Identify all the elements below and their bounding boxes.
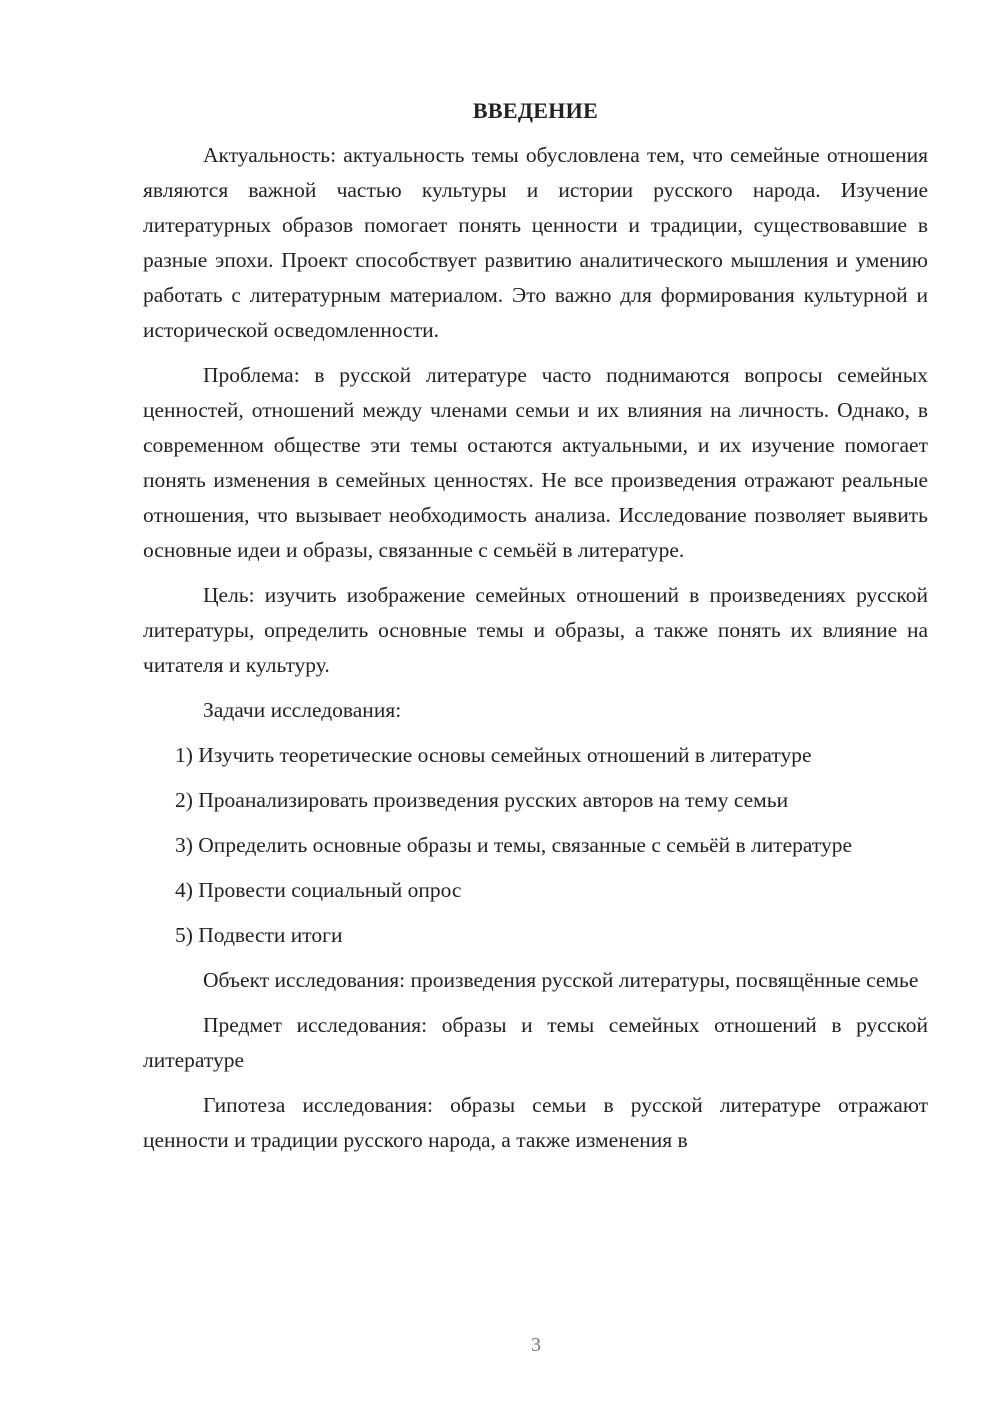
task-item-4: 4) Провести социальный опрос [175,878,462,902]
relevance-paragraph: Актуальность: актуальность темы обусловлена тем, что семейные отношения являются важной частью культуры и истории русского народа. Изучение литературных образов помогает понять ценности и традиции, существовавшие в разные эпохи. Проект способствует развитию аналитического мышления и умению работать с литературным материалом. Это важно для формирования культурной и исторической осведомленности. [143,143,928,342]
task-item-3: 3) Определить основные образы и темы, связанные с семьёй в литературе [175,833,853,857]
page-number: 3 [531,1334,541,1356]
tasks-title: Задачи исследования: [203,698,402,722]
goal-paragraph: Цель: изучить изображение семейных отношений в произведениях русской литературы, определить основные темы и образы, а также понять их влияние на читателя и культуру. [143,583,928,677]
document-page [143,96,928,1168]
section-heading: ВВЕДЕНИЕ [472,98,599,123]
task-item-5: 5) Подвести итоги [175,923,343,947]
subject-paragraph: Предмет исследования: образы и темы семейных отношений в русской литературе [143,1013,928,1072]
problem-paragraph: Проблема: в русской литературе часто поднимаются вопросы семейных ценностей, отношений между членами семьи и их влияния на личность. Однако, в современном обществе эти темы остаются актуальными, и их изучение помогает понять изменения в семейных ценностях. Не все произведения отражают реальные отношения, что вызывает необходимость анализа. Исследование позволяет выявить основные идеи и образы, связанные с семьёй в литературе. [143,363,928,562]
object-paragraph: Объект исследования: произведения русской литературы, посвящённые семье [203,968,919,992]
task-item-2: 2) Проанализировать произведения русских авторов на тему семьи [175,788,789,812]
task-item-1: 1) Изучить теоретические основы семейных отношений в литературе [175,743,812,767]
hypothesis-paragraph: Гипотеза исследования: образы семьи в русской литературе отражают ценности и традиции русского народа, а также изменения в [143,1093,928,1152]
